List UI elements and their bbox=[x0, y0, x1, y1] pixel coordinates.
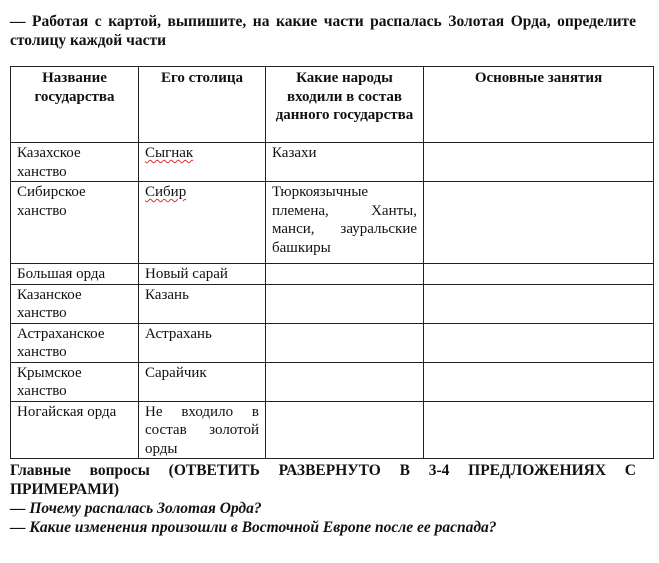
capital-text: Сибир bbox=[145, 184, 187, 200]
header-capital: Его столица bbox=[139, 67, 266, 143]
cell-state: Ногайская орда bbox=[11, 401, 139, 459]
cell-state: Большая орда bbox=[11, 264, 139, 285]
capital-text: Сыгнак bbox=[145, 145, 194, 161]
cell-peoples bbox=[266, 284, 424, 323]
cell-state: Астраханское ханство bbox=[11, 323, 139, 362]
cell-peoples bbox=[266, 323, 424, 362]
cell-occupations bbox=[424, 284, 654, 323]
cell-occupations bbox=[424, 362, 654, 401]
cell-peoples bbox=[266, 362, 424, 401]
questions-heading: Главные вопросы (ОТВЕТИТЬ РАЗВЕРНУТО В 3-4 ПРЕДЛОЖЕНИЯХ С ПРИМЕРАМИ) bbox=[10, 462, 636, 498]
cell-state: Казанское ханство bbox=[11, 284, 139, 323]
header-peoples: Какие народы входили в состав данного государства bbox=[266, 67, 424, 143]
table-row bbox=[11, 323, 654, 362]
cell-state: Крымское ханство bbox=[11, 362, 139, 401]
task-instruction: — Работая с картой, выпишите, на какие части распалась Золотая Орда, определите столицу каждой части bbox=[10, 13, 636, 49]
cell-capital: Сарайчик bbox=[139, 362, 266, 401]
cell-state: Казахское ханство bbox=[11, 143, 139, 182]
cell-capital: Астрахань bbox=[139, 323, 266, 362]
cell-state: Сибирское ханство bbox=[11, 182, 139, 264]
cell-peoples bbox=[266, 401, 424, 459]
header-state-name: Название государства bbox=[11, 67, 139, 143]
cell-capital bbox=[139, 182, 266, 264]
question-item: — Почему распалась Золотая Орда? bbox=[10, 500, 262, 517]
cell-peoples: Тюркоязычные племена, Ханты, манси, зауральские башкиры bbox=[266, 182, 424, 264]
table-row bbox=[11, 264, 654, 285]
table-header-row bbox=[11, 67, 654, 143]
table-row bbox=[11, 182, 654, 264]
table-row bbox=[11, 284, 654, 323]
table-row bbox=[11, 143, 654, 182]
cell-capital: Новый сарай bbox=[139, 264, 266, 285]
cell-occupations bbox=[424, 401, 654, 459]
cell-peoples bbox=[266, 264, 424, 285]
cell-occupations bbox=[424, 264, 654, 285]
questions-section bbox=[10, 461, 636, 537]
cell-occupations bbox=[424, 182, 654, 264]
cell-occupations bbox=[424, 323, 654, 362]
cell-peoples: Казахи bbox=[266, 143, 424, 182]
cell-capital bbox=[139, 143, 266, 182]
question-item: — Какие изменения произошли в Восточной Европе после ее распада? bbox=[10, 519, 497, 536]
header-occupations: Основные занятия bbox=[424, 67, 654, 143]
table-row bbox=[11, 401, 654, 459]
cell-capital: Не входило в состав золотой орды bbox=[139, 401, 266, 459]
states-table bbox=[10, 66, 654, 459]
cell-occupations bbox=[424, 143, 654, 182]
table-row bbox=[11, 362, 654, 401]
cell-capital: Казань bbox=[139, 284, 266, 323]
